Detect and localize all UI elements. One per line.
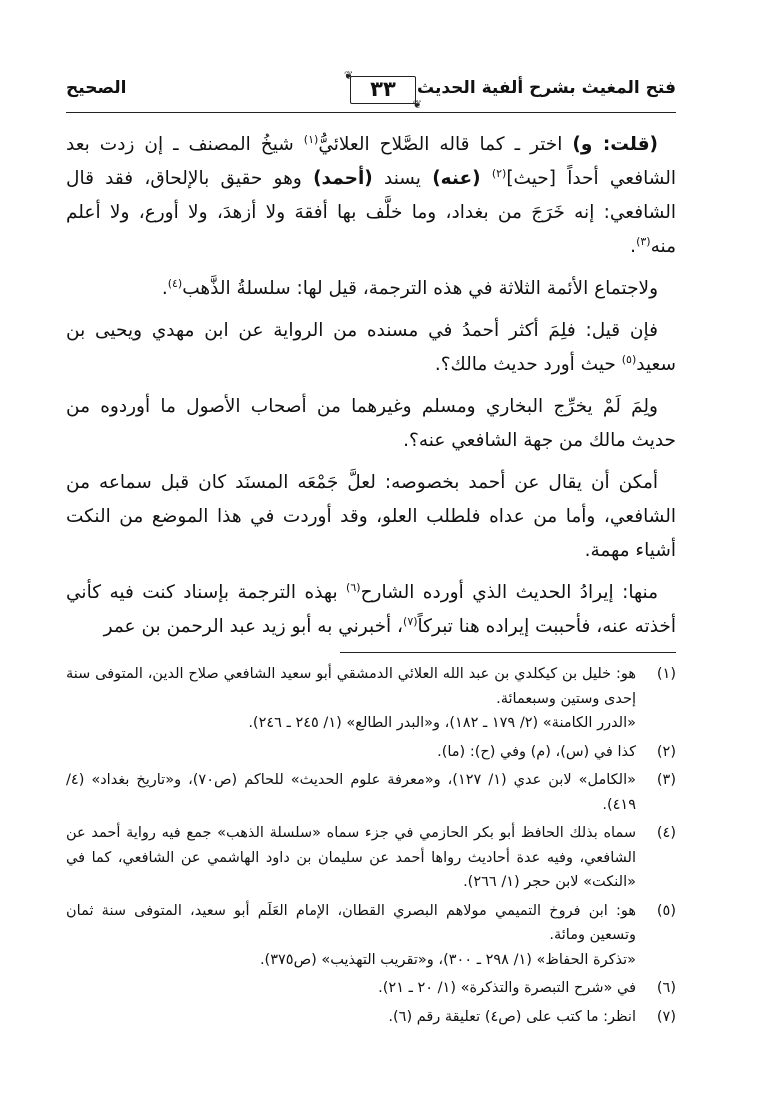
- footnote-text: في «شرح التبصرة والتذكرة» (١/ ٢٠ ـ ٢١).: [378, 980, 636, 996]
- footnote: [66, 740, 676, 765]
- book-title: فتح المغيث بشرح ألفية الحديث: [416, 78, 676, 98]
- footnote: [66, 662, 676, 736]
- main-text: [66, 128, 676, 652]
- footnote-ref: (٣): [636, 234, 651, 248]
- ornament-icon: ❦: [344, 69, 354, 82]
- text: شيخُ المصنف ـ إن زدت بعد الشافعي أحداً [حيث]: [66, 134, 676, 189]
- footnote-number: (٧): [656, 1008, 676, 1025]
- footnote-text: هو: خليل بن كيكلدي بن عبد الله العلائي الدمشقي أبو سعيد الشافعي صلاح الدين، المتوفى سنة إحدى وستين وسبعمائة.: [66, 666, 636, 707]
- text: حيث أورد حديث مالك؟.: [434, 354, 622, 375]
- footnote-ref: (١): [303, 132, 319, 146]
- footnote-ref: (٢): [491, 166, 507, 180]
- footnote-source: «تذكرة الحفاظ» (١/ ٢٩٨ ـ ٣٠٠)، و«تقريب التهذيب» (ص٣٧٥).: [259, 951, 636, 968]
- text: ، أخبرني به أبو زيد عبد الرحمن بن عمر: [103, 616, 404, 637]
- ornament-icon: ❦: [412, 98, 422, 111]
- text: بهذه الترجمة بإسناد كنت فيه كأني أخذته عنه، فأحببت إيراده هنا تبركاً: [66, 582, 676, 637]
- page-number-box: [344, 69, 422, 111]
- footnote-number: (٣): [656, 772, 676, 788]
- footnote: [66, 768, 676, 817]
- footnote-number: (٥): [656, 902, 676, 919]
- footnote-rule: [340, 652, 676, 653]
- footnote-number: (٤): [656, 825, 676, 841]
- footnote-ref: (٤): [167, 276, 183, 290]
- footnote-number: (١): [656, 666, 676, 682]
- footnote: [66, 899, 676, 973]
- footnote-number: (٢): [656, 743, 676, 760]
- footnote: [66, 1005, 676, 1030]
- chapter-title: الصحيح: [66, 78, 127, 98]
- paragraph: [66, 128, 676, 264]
- text: ولاجتماع الأئمة الثلاثة في هذه الترجمة، قيل لها: سلسلةُ الذَّهب: [182, 278, 658, 299]
- text: وهو حقيق بالإلحاق، فقد قال الشافعي: إنه خَرَجَ من بغداد، وما خلَّف بها أفقهَ ولا أزهدَ، ولا أورع، ولا أعلم منه: [66, 168, 676, 257]
- footnote-number: (٦): [656, 980, 676, 996]
- header-rule: [66, 112, 676, 113]
- footnote-ref: (٦): [346, 580, 361, 594]
- text: .: [630, 236, 637, 257]
- paragraph: أمكن أن يقال عن أحمد بخصوصه: لعلَّ جَمْعَه المسنَد كان قبل سماعه من الشافعي، وأما من عداه فلطلب العلو، وقد أوردت في هذا الموضع من النكت أشياء مهمة.: [66, 472, 676, 561]
- bold-text: (قلت: و): [572, 134, 659, 155]
- footnotes: [66, 662, 676, 1033]
- footnote-text: هو: ابن فروخ التميمي مولاهم البصري القطان، الإمام العَلَم أبو سعيد، المتوفى سنة ثمان وتسعين ومائة.: [66, 902, 636, 943]
- footnote: [66, 821, 676, 895]
- footnote: [66, 976, 676, 1001]
- page-number: ٣٣: [370, 77, 396, 101]
- footnote-text: كذا في (س)، (م) وفي (ح): (ما).: [437, 743, 636, 760]
- page-header: [66, 69, 676, 112]
- text: [481, 168, 492, 189]
- footnote-ref: (٥): [621, 352, 637, 366]
- text: منها: إيرادُ الحديث الذي أورده الشارح: [360, 582, 659, 603]
- bold-text: (عنه): [432, 168, 481, 189]
- footnote-ref: (٧): [403, 614, 418, 628]
- footnote-text: سماه بذلك الحافظ أبو بكر الحازمي في جزء سماه «سلسلة الذهب» جمع فيه رواية أحمد عن الشافعي، وفيه عدة أحاديث رواها أحمد عن سليمان بن داود الهاشمي عن الشافعي، كما في «النكت» لابن حجر (١/ ٢٦٦).: [66, 825, 636, 890]
- text: يسند: [372, 168, 433, 189]
- text: اختر ـ كما قاله الصَّلاح العلائيُّ: [318, 134, 573, 155]
- footnote-source: «الدرر الكامنة» (٢/ ١٧٩ ـ ١٨٢)، و«البدر الطالع» (١/ ٢٤٥ ـ ٢٤٦).: [248, 715, 636, 731]
- text: فإن قيل: فلِمَ أكثر أحمدُ في مسنده من الرواية عن ابن مهدي ويحيى بن سعيد: [66, 320, 676, 375]
- bold-text: (أحمد): [313, 168, 373, 189]
- paragraph: [66, 576, 676, 644]
- paragraph: [66, 314, 676, 382]
- footnote-text: «الكامل» لابن عدي (١/ ١٢٧)، و«معرفة علوم الحديث» للحاكم (ص٧٠)، و«تاريخ بغداد» (٤/ ٤١٩).: [66, 772, 636, 813]
- paragraph: ولِمَ لَمْ يخرِّج البخاري ومسلم وغيرهما من أصحاب الأصول ما أوردوه من حديث مالك من جهة الشافعي عنه؟.: [66, 396, 676, 451]
- text: .: [161, 278, 168, 299]
- paragraph: [66, 272, 676, 306]
- footnote-text: انظر: ما كتب على (ص٤) تعليقة رقم (٦).: [388, 1008, 636, 1025]
